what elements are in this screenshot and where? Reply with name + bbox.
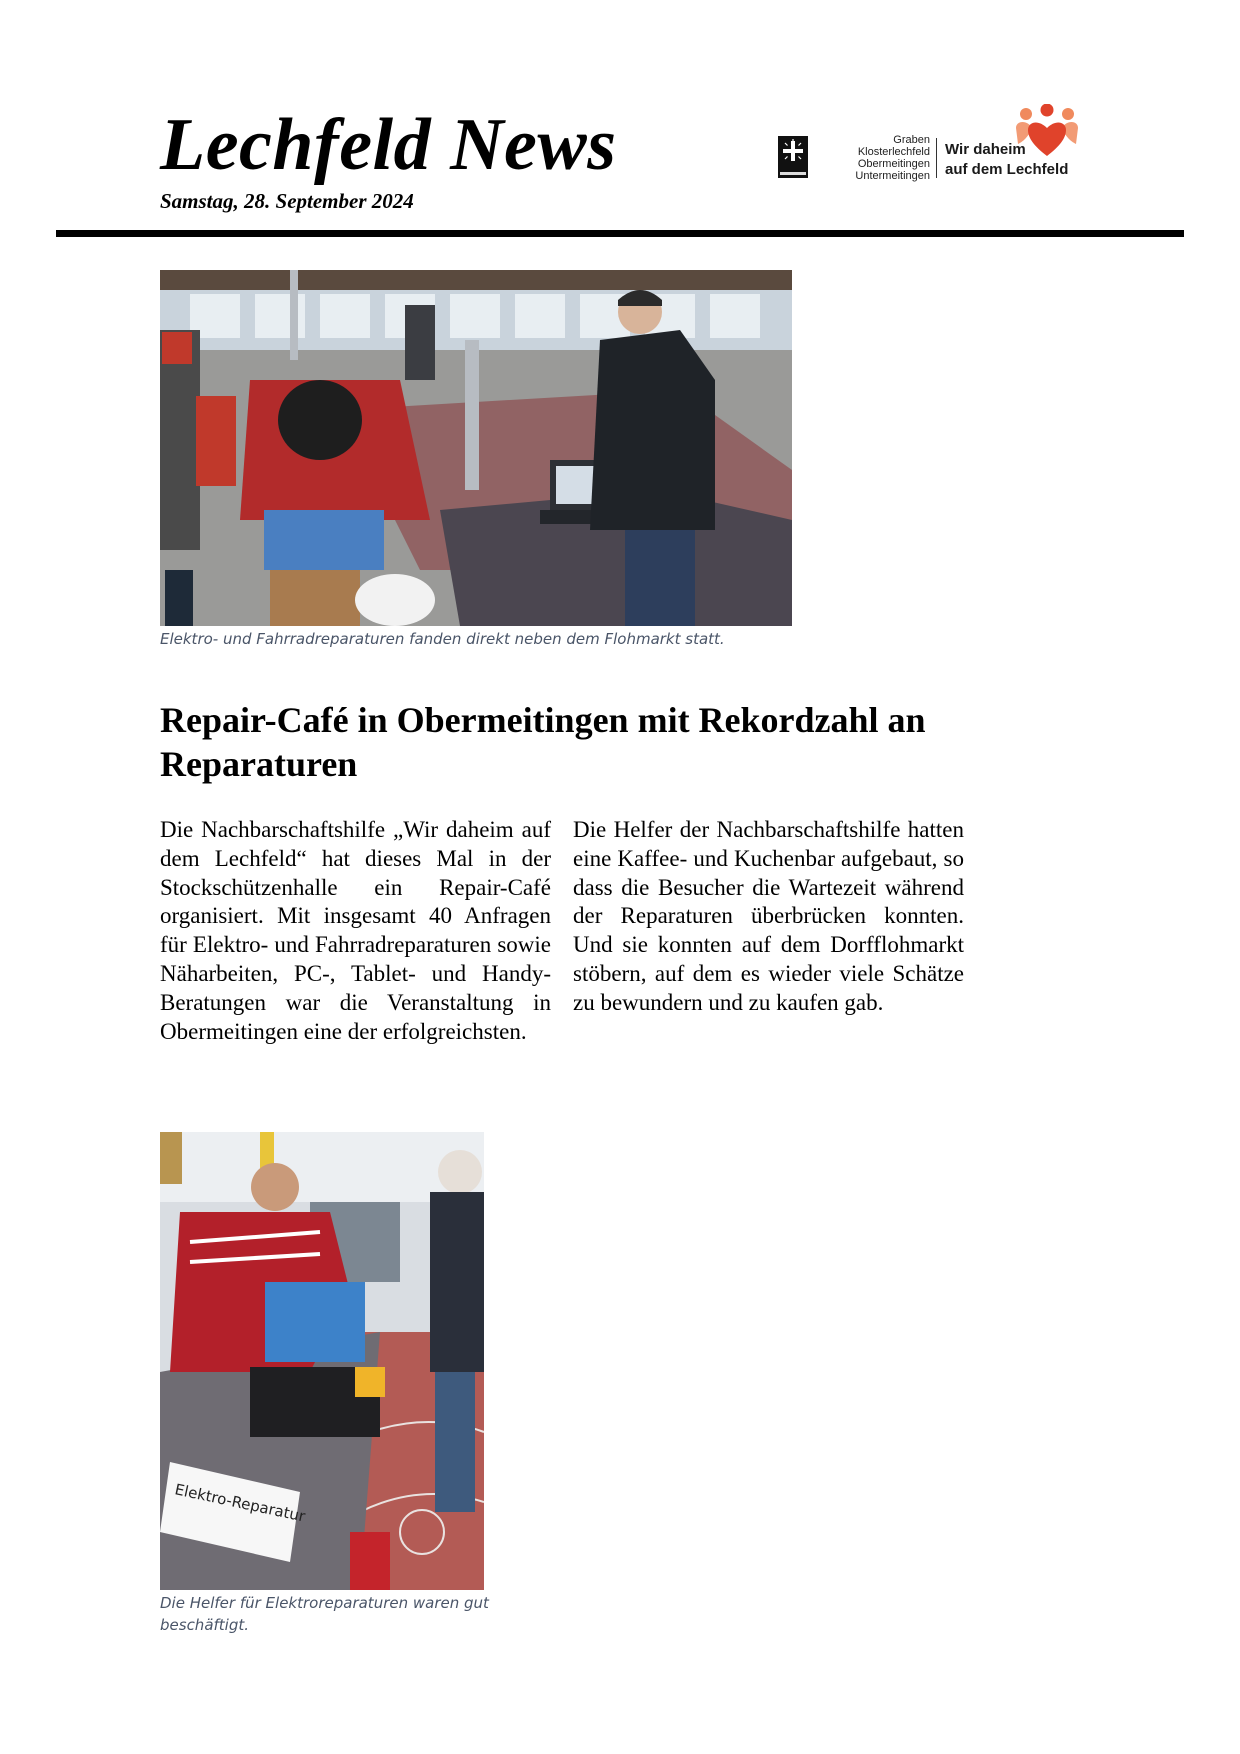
heart-people-icon (1014, 104, 1080, 158)
article-headline: Repair-Café in Obermeitingen mit Rekordzahl an Reparaturen (160, 700, 926, 784)
parish-list (814, 134, 930, 182)
parish-name: Klosterlechfeld (857, 146, 930, 158)
logo-divider (936, 138, 937, 178)
photo-caption: Elektro- und Fahrradreparaturen fanden direkt neben dem Flohmarkt statt. (160, 630, 725, 648)
electronics-repair-photo (160, 1132, 484, 1590)
article-column-1: Die Nachbarschaftshilfe „Wir daheim auf dem Lechfeld“ hat dieses Mal in der Stockschützenhalle ein Repair-Café organisiert. Mit insgesamt 40 Anfragen für Elektro- und Fahrradreparaturen sowie Näharbeiten, PC-, Tablet- und Handy-Beratungen war die Veranstaltung in Obermeitingen eine der erfolgreichsten. (160, 817, 551, 1044)
parish-name: Graben (893, 134, 930, 146)
logo-line-2: auf dem Lechfeld (945, 161, 1069, 178)
parish-name: Obermeitingen (857, 158, 930, 170)
repair-cafe-hall-photo (160, 270, 792, 626)
masthead-title: Lechfeld News (160, 104, 617, 186)
repair-sign-text: Elektro-Reparatur (173, 1480, 307, 1526)
parish-name: Untermeitingen (855, 170, 930, 182)
organization-logo (778, 104, 1084, 184)
article-column-2: Die Helfer der Nachbarschaftshilfe hatten eine Kaffee- und Kuchenbar aufgebaut, so dass die Besucher die Wartezeit während der Reparaturen überbrücken konnten. Und sie konnten auf dem Dorfflohmarkt stöbern, auf dem es wieder viele Schätze zu bewundern und zu kaufen gab. (573, 817, 964, 1015)
masthead-rule (56, 230, 1184, 237)
logo-line-1: Wir daheim (945, 141, 1026, 158)
photo-caption: Die Helfer für Elektroreparaturen waren gut beschäftigt. (160, 1594, 489, 1634)
issue-date: Samstag, 28. September 2024 (160, 189, 414, 213)
caritas-icon (778, 136, 808, 178)
